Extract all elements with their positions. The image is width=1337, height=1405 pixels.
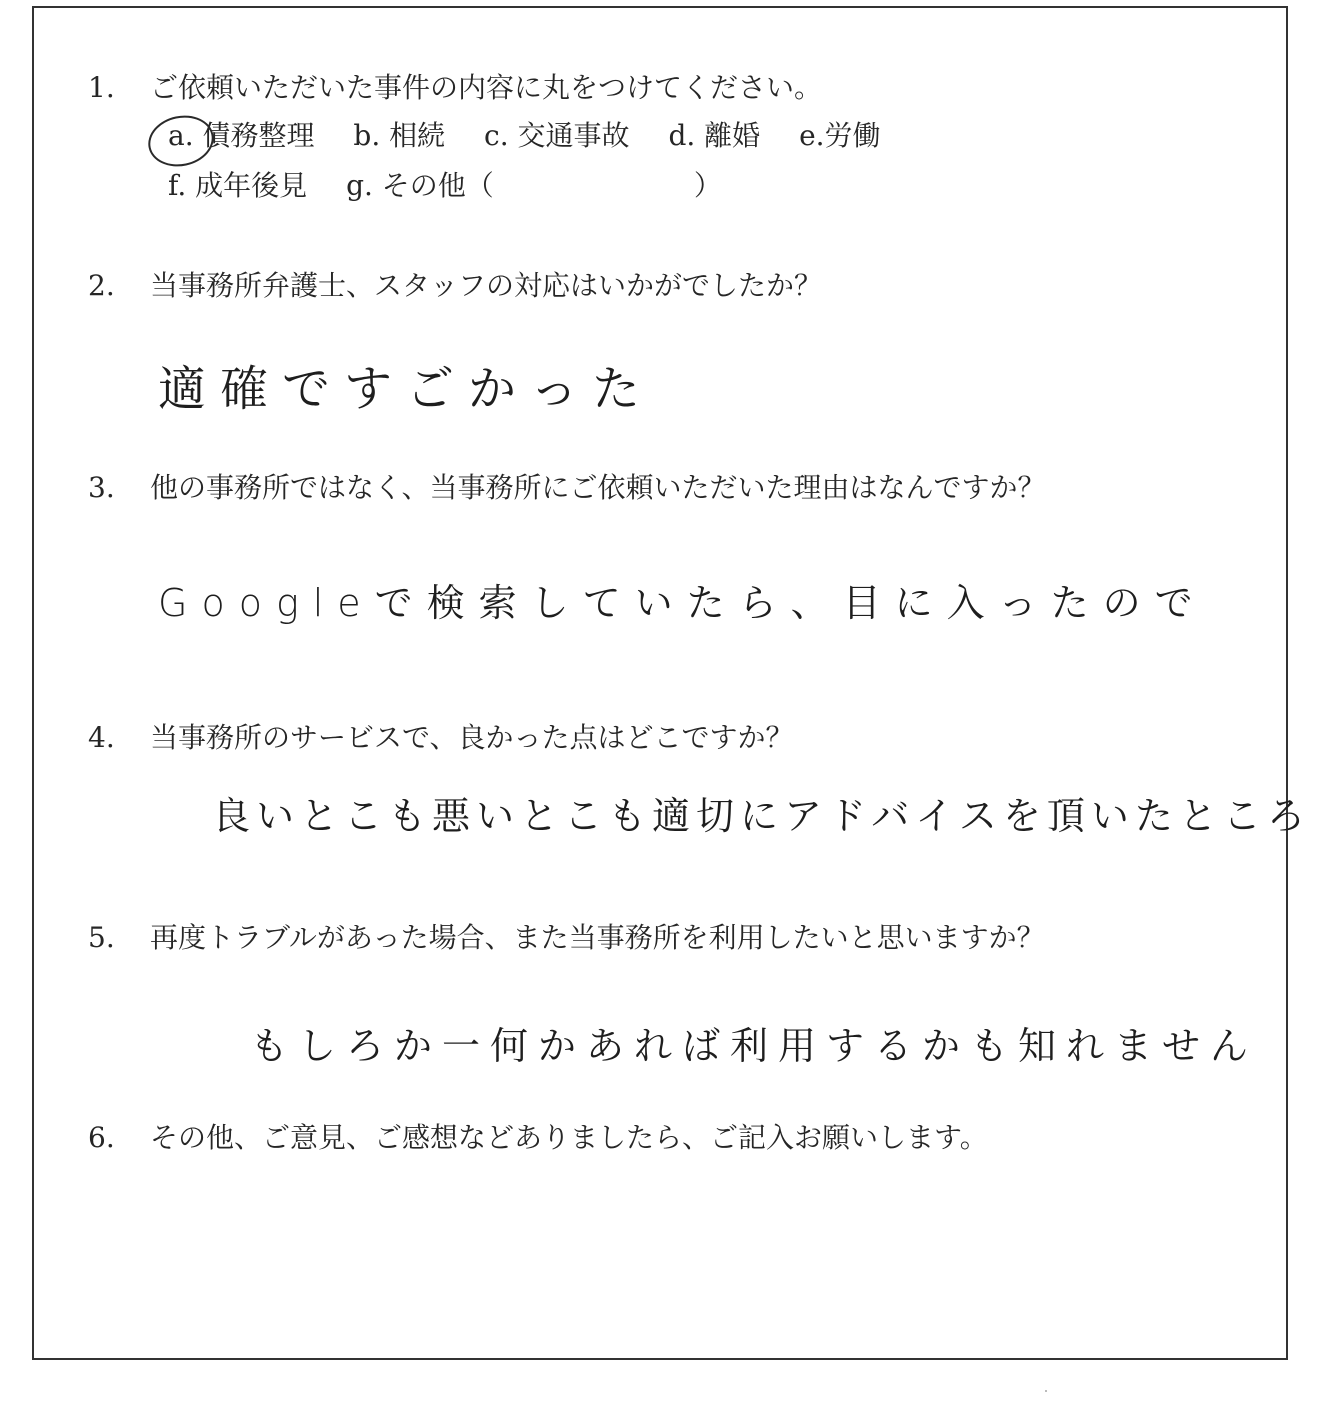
question-number: 1.: [88, 71, 115, 104]
question-number: 4.: [88, 721, 115, 754]
question-1: [88, 70, 822, 106]
question-number: 5.: [88, 921, 115, 954]
survey-sheet: [32, 6, 1288, 1360]
handwritten-answer-2: 適確ですごかった: [158, 361, 655, 417]
question-text: 当事務所のサービスで、良かった点はどこですか？: [150, 721, 794, 754]
question-2: [88, 268, 822, 304]
question-text: 他の事務所ではなく、当事務所にご依頼いただいた理由はなんですか？: [150, 471, 1046, 504]
question-3: [88, 470, 1045, 506]
question-number: 3.: [88, 471, 115, 504]
option-g-close: ）: [693, 169, 722, 202]
question-number: 6.: [88, 1121, 115, 1154]
question-number: 2.: [88, 269, 115, 302]
option-c: c. 交通事故: [484, 119, 630, 152]
option-b: b. 相続: [353, 119, 446, 152]
option-g: g. その他（: [346, 169, 494, 202]
question-6: [88, 1120, 988, 1156]
question-text: 当事務所弁護士、スタッフの対応はいかがでしたか？: [150, 269, 823, 302]
option-f: f. 成年後見: [168, 169, 308, 202]
options-row-1: [168, 118, 911, 154]
question-text: その他、ご意見、ご感想などありましたら、ご記入お願いします。: [150, 1121, 988, 1154]
option-e: e.労働: [799, 119, 881, 152]
question-5: [88, 920, 1045, 956]
handwritten-answer-3: Googleで検索していたら、目に入ったので: [158, 581, 1207, 625]
question-text: ご依頼いただいた事件の内容に丸をつけてください。: [150, 71, 823, 104]
handwritten-answer-4: 良いとこも悪いとこも適切にアドバイスを頂いたところ: [212, 794, 1311, 838]
scan-speck: [1045, 1390, 1047, 1392]
option-a: a. 債務整理: [168, 119, 315, 152]
option-d: d. 離婚: [668, 119, 761, 152]
options-row-2: [168, 168, 722, 204]
handwritten-answer-5: もしろか一何かあれば利用するかも知れません: [250, 1024, 1259, 1068]
question-text: 再度トラブルがあった場合、また当事務所を利用したいと思いますか？: [150, 921, 1045, 954]
question-4: [88, 720, 793, 756]
